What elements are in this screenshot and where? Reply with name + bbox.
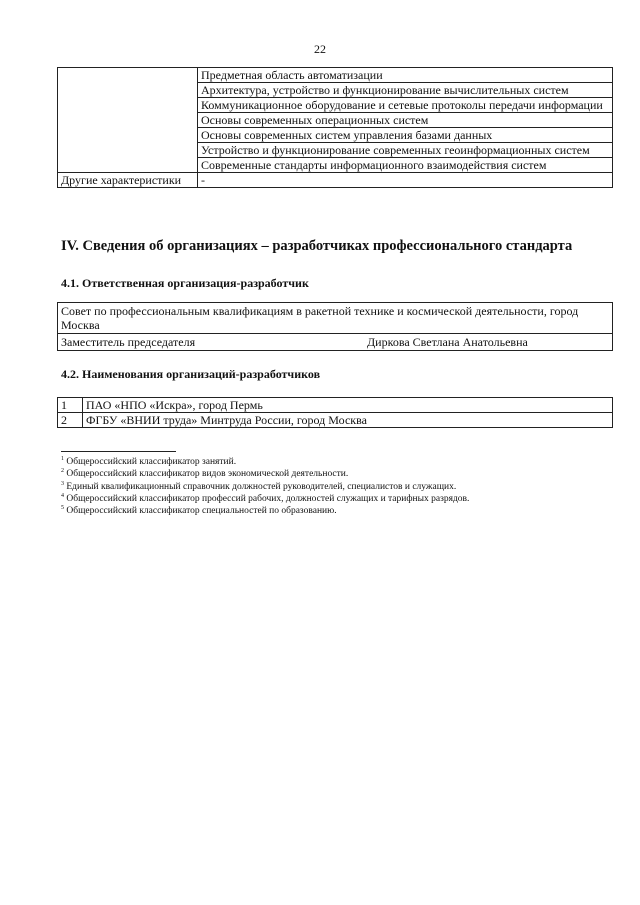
knowledge-table-continuation <box>57 67 613 188</box>
footnote-mark: 4 <box>61 492 64 499</box>
position-title: Заместитель председателя <box>58 334 365 351</box>
row-number: 1 <box>58 398 83 413</box>
table-label-cell-empty <box>58 68 198 173</box>
table-row: Коммуникационное оборудование и сетевые протоколы передачи информации <box>198 98 613 113</box>
footnote <box>61 493 469 505</box>
footnote-text: Общероссийский классификатор занятий. <box>66 457 237 467</box>
table-row: Архитектура, устройство и функционирование вычислительных систем <box>198 83 613 98</box>
developer-orgs-table <box>57 397 613 428</box>
table-row: Современные стандарты информационного взаимодействия систем <box>198 158 613 173</box>
table-row <box>58 413 613 428</box>
table-row <box>58 398 613 413</box>
page-number: 22 <box>314 42 326 56</box>
table-row: Основы современных систем управления базами данных <box>198 128 613 143</box>
subsection-title-developer-orgs: 4.2. Наименования организаций-разработчиков <box>61 367 321 381</box>
org-name: ФГБУ «ВНИИ труда» Минтруда России, город Москва <box>83 413 613 428</box>
org-name: ПАО «НПО «Искра», город Пермь <box>83 398 613 413</box>
footnote <box>61 456 469 468</box>
responsible-org-table <box>57 302 613 351</box>
footnote-mark: 5 <box>61 505 64 512</box>
footnote <box>61 468 469 480</box>
footnotes-list <box>61 456 469 517</box>
other-characteristics-label: Другие характеристики <box>58 173 198 188</box>
footnote-text: Общероссийский классификатор профессий рабочих, должностей служащих и тарифных разрядов. <box>66 493 470 504</box>
row-number: 2 <box>58 413 83 428</box>
section-title: IV. Сведения об организациях – разработчиках профессионального стандарта <box>61 238 573 254</box>
footnote <box>61 481 469 493</box>
footnote-text: Общероссийский классификатор специальностей по образованию. <box>66 506 337 517</box>
footnote-mark: 3 <box>61 480 64 487</box>
footnote-text: Общероссийский классификатор видов экономической деятельности. <box>66 469 349 480</box>
other-characteristics-value: - <box>198 173 613 188</box>
table-row: Устройство и функционирование современных геоинформационных систем <box>198 143 613 158</box>
table-row: Предметная область автоматизации <box>198 68 613 83</box>
footnote <box>61 505 469 517</box>
footnote-mark: 1 <box>61 455 64 462</box>
organization-name: Совет по профессиональным квалификациям в ракетной технике и космической деятельности, город Москва <box>58 303 613 334</box>
person-name: Диркова Светлана Анатольевна <box>364 334 613 351</box>
footnote-mark: 2 <box>61 468 64 475</box>
table-row: Основы современных операционных систем <box>198 113 613 128</box>
footnote-divider <box>61 451 176 452</box>
subsection-title-responsible-org: 4.1. Ответственная организация-разработчик <box>61 276 309 290</box>
footnote-text: Единый квалификационный справочник должностей руководителей, специалистов и служащих. <box>66 481 457 492</box>
